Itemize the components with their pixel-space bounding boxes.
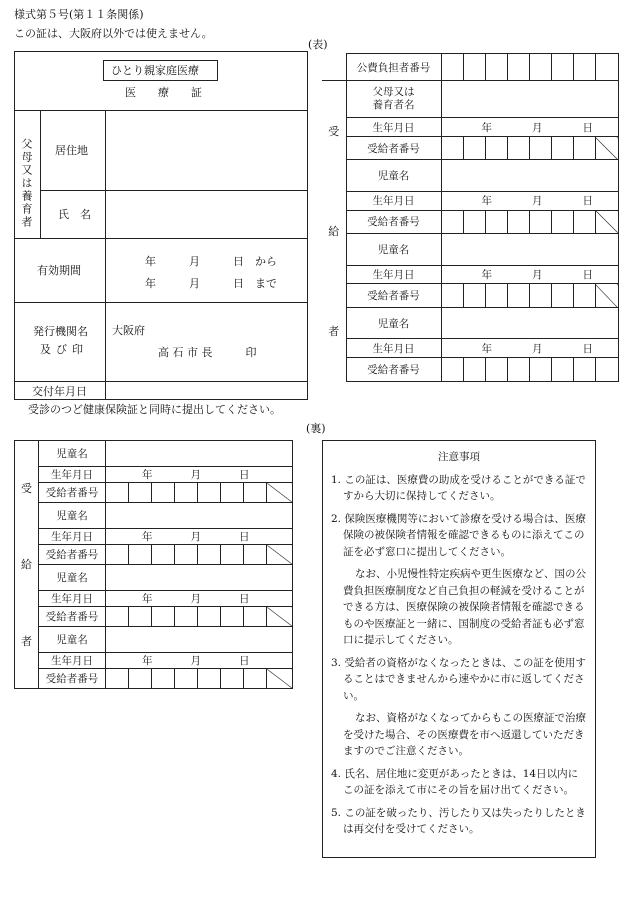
digit-cell	[175, 669, 198, 689]
issue-date-label: 交付年月日	[32, 385, 87, 398]
recipient-no-label: 受給者番号	[346, 137, 441, 160]
digit-cell	[551, 210, 573, 233]
side-char: 給	[328, 225, 340, 238]
digit-cell	[507, 358, 529, 381]
digit-cell	[175, 607, 198, 627]
digit-cell	[595, 137, 618, 160]
birth-date-cell: 年 月 日	[441, 192, 618, 211]
digit-cell	[573, 54, 595, 81]
back-marker: (裏)	[306, 422, 326, 435]
side-label	[322, 54, 346, 81]
birth-date-cell: 年 月 日	[106, 591, 293, 607]
digit-cell	[106, 669, 129, 689]
side-char: 者	[21, 635, 32, 649]
digit-cell	[595, 358, 618, 381]
value-cell	[106, 441, 293, 467]
side-char: 者	[328, 325, 340, 338]
child-name-label: 児童名	[39, 627, 106, 653]
issuer-city-seal: 高 石 市 長 印	[158, 346, 257, 359]
digit-cell	[244, 607, 267, 627]
name-label: 氏 名	[58, 208, 91, 221]
public-payer-label: 公費負担者番号	[346, 54, 441, 81]
back-recipient-table	[14, 440, 293, 689]
digit-cell	[175, 545, 198, 565]
divider	[14, 238, 308, 239]
digit-cell	[595, 54, 618, 81]
digit-cell	[529, 358, 551, 381]
digit-cell	[463, 210, 485, 233]
note-item: なお、小児慢性特定疾病や更生医療など、国の公費負担医療制度など自己負担の軽減を受けることができる方は、医療保険の被保険者情報を確認できるものや医療証と一緒に、国制度の受給者証も必ず窓口に提示してください。	[343, 568, 586, 646]
recipient-side-label	[15, 441, 39, 689]
digit-cell	[221, 669, 244, 689]
digit-cell	[267, 483, 293, 503]
birth-label: 生年月日	[39, 653, 106, 669]
digit-cell	[175, 483, 198, 503]
child-name-label: 児童名	[346, 307, 441, 339]
digit-cell	[198, 669, 221, 689]
digit-cell	[152, 545, 175, 565]
issuer-label: 発行機関名	[33, 325, 88, 338]
birth-label: 生年月日	[39, 467, 106, 483]
value-cell	[441, 160, 618, 192]
digit-cell	[463, 54, 485, 81]
digit-cell	[573, 137, 595, 160]
digit-cell	[529, 54, 551, 81]
digit-cell	[485, 54, 507, 81]
issuer-label: 及び印	[40, 343, 88, 356]
birth-label: 生年月日	[346, 118, 441, 137]
digit-cell	[129, 607, 152, 627]
child-name-label: 児童名	[346, 160, 441, 192]
note-item: 3. 受給者の資格がなくなったときは、この証を使用することはできませんから速やかに市に返してください。	[331, 656, 586, 702]
digit-cell	[507, 284, 529, 307]
digit-cell	[529, 284, 551, 307]
digit-cell	[198, 483, 221, 503]
digit-cell	[106, 545, 129, 565]
digit-cell	[244, 669, 267, 689]
issuer-prefecture: 大阪府	[112, 324, 145, 337]
digit-cell	[507, 54, 529, 81]
digit-cell	[463, 137, 485, 160]
digit-cell	[485, 358, 507, 381]
divider	[14, 302, 308, 303]
digit-cell	[485, 210, 507, 233]
digit-cell	[152, 483, 175, 503]
digit-cell	[267, 607, 293, 627]
validity-note: この証は、大阪府以外では使えません。	[14, 27, 213, 40]
parent-name-label: 父母又は 養育者名	[346, 81, 441, 118]
child-name-label: 児童名	[346, 234, 441, 266]
divider	[14, 381, 308, 382]
birth-label: 生年月日	[346, 265, 441, 284]
birth-date-cell: 年 月 日	[441, 265, 618, 284]
digit-cell	[507, 210, 529, 233]
notes-title: 注意事項	[438, 451, 480, 463]
digit-cell	[441, 358, 463, 381]
birth-date-cell: 年 月 日	[106, 653, 293, 669]
digit-cell	[129, 483, 152, 503]
submit-note: 受診のつど健康保険証と同時に提出してください。	[28, 403, 281, 416]
child-name-label: 児童名	[39, 503, 106, 529]
digit-cell	[551, 54, 573, 81]
divider	[40, 190, 308, 191]
digit-cell	[485, 284, 507, 307]
notes-box	[322, 440, 596, 858]
divider	[40, 110, 41, 238]
digit-cell	[441, 54, 463, 81]
recipient-side-label	[322, 81, 346, 382]
certificate-subtitle: 医 療 証	[125, 86, 202, 99]
digit-cell	[221, 483, 244, 503]
digit-cell	[551, 137, 573, 160]
child-name-label: 児童名	[39, 565, 106, 591]
birth-date-cell: 年 月 日	[441, 339, 618, 358]
front-recipient-table	[322, 53, 619, 382]
child-name-label: 児童名	[39, 441, 106, 467]
front-marker: (表)	[308, 38, 328, 51]
birth-date-cell: 年 月 日	[106, 467, 293, 483]
divider	[105, 110, 106, 400]
valid-period-label: 有効期間	[37, 264, 81, 277]
digit-cell	[152, 669, 175, 689]
digit-cell	[463, 358, 485, 381]
digit-cell	[198, 545, 221, 565]
divider	[14, 110, 308, 111]
digit-cell	[507, 137, 529, 160]
note-item: 5. この証を破ったり、汚したり又は失ったりしたときは再交付を受けてください。	[331, 806, 586, 835]
digit-cell	[244, 483, 267, 503]
note-item: 1. この証は、医療費の助成を受けることができる証ですから大切に保持してください。	[331, 473, 586, 502]
value-cell	[441, 81, 618, 118]
digit-cell	[595, 284, 618, 307]
recipient-no-label: 受給者番号	[346, 284, 441, 307]
digit-cell	[441, 284, 463, 307]
recipient-no-label: 受給者番号	[39, 669, 106, 689]
digit-cell	[267, 669, 293, 689]
address-label: 居住地	[55, 144, 88, 157]
side-char: 給	[21, 558, 32, 572]
digit-cell	[529, 210, 551, 233]
digit-cell	[244, 545, 267, 565]
birth-label: 生年月日	[39, 529, 106, 545]
value-cell	[106, 627, 293, 653]
birth-label: 生年月日	[39, 591, 106, 607]
digit-cell	[152, 607, 175, 627]
side-char: 受	[21, 481, 32, 495]
digit-cell	[573, 284, 595, 307]
value-cell	[441, 307, 618, 339]
note-item: 2. 保険医療機関等において診療を受ける場合は、医療保険の被保険者情報を確認できるものに添えてこの証を必ず窓口に提出してください。	[331, 512, 586, 558]
digit-cell	[221, 545, 244, 565]
note-item: なお、資格がなくなってからもこの医療証で治療を受けた場合、その医療費を市へ返還していただきますのでご注意ください。	[343, 712, 586, 757]
birth-date-cell: 年 月 日	[106, 529, 293, 545]
digit-cell	[573, 210, 595, 233]
digit-cell	[129, 669, 152, 689]
digit-cell	[441, 137, 463, 160]
value-cell	[106, 565, 293, 591]
digit-cell	[551, 284, 573, 307]
value-cell	[441, 234, 618, 266]
form-id: 様式第５号(第１１条関係)	[14, 8, 144, 21]
recipient-no-label: 受給者番号	[346, 210, 441, 233]
guardian-label: 父母又は養育者	[20, 138, 33, 229]
digit-cell	[551, 358, 573, 381]
digit-cell	[441, 210, 463, 233]
digit-cell	[106, 607, 129, 627]
digit-cell	[221, 607, 244, 627]
recipient-no-label: 受給者番号	[39, 483, 106, 503]
digit-cell	[573, 358, 595, 381]
note-item: 4. 氏名、居住地に変更があったときは、14日以内にこの証を添えて市にその旨を届け出てください。	[331, 767, 579, 796]
digit-cell	[198, 607, 221, 627]
digit-cell	[267, 545, 293, 565]
recipient-no-label: 受給者番号	[39, 545, 106, 565]
digit-cell	[106, 483, 129, 503]
recipient-no-label: 受給者番号	[346, 358, 441, 381]
birth-date-cell: 年 月 日	[441, 118, 618, 137]
digit-cell	[463, 284, 485, 307]
valid-to: 年 月 日 まで	[145, 277, 277, 290]
digit-cell	[529, 137, 551, 160]
side-char: 受	[328, 125, 340, 138]
value-cell	[106, 503, 293, 529]
digit-cell	[485, 137, 507, 160]
birth-label: 生年月日	[346, 339, 441, 358]
recipient-no-label: 受給者番号	[39, 607, 106, 627]
digit-cell	[129, 545, 152, 565]
certificate-title: ひとり親家庭医療	[111, 64, 199, 77]
birth-label: 生年月日	[346, 192, 441, 211]
valid-from: 年 月 日 から	[145, 255, 277, 268]
digit-cell	[595, 210, 618, 233]
